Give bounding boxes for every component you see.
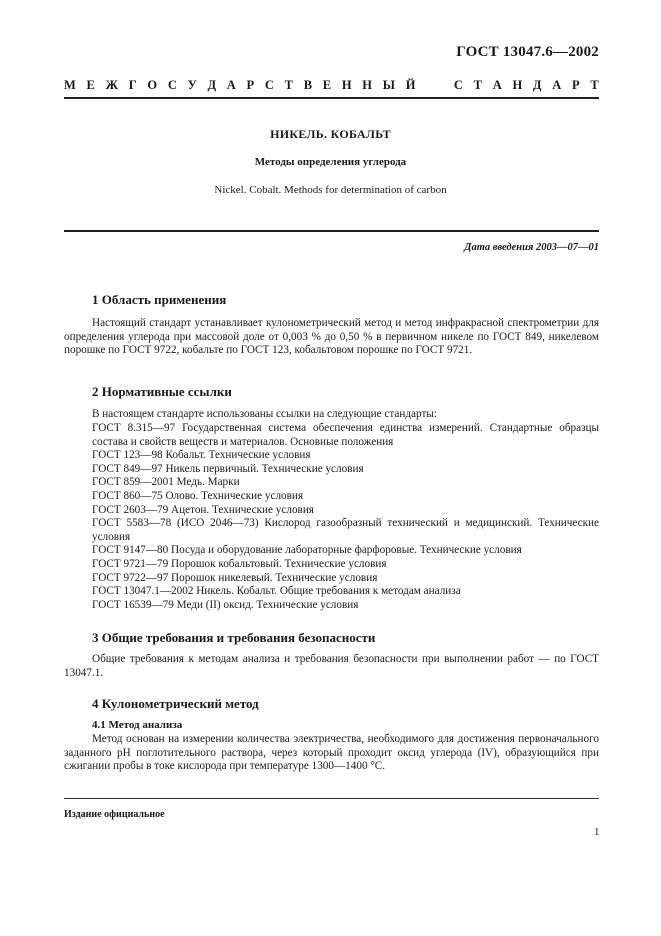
banner-letter: С (453, 78, 463, 92)
banner-letter: Ж (105, 78, 118, 92)
banner-letter: А (552, 78, 562, 92)
introduction-date: Дата введения 2003—07—01 (464, 242, 599, 253)
section-4-text: Метод основан на измерении количества электричества, необходимого для достижения первоначального заданного рН поглотительного раствора, через который проходит оксид углерода (IV), образующийся при сжигании пробы в токе кислорода при температуре 1300—1400 °С. (64, 733, 599, 773)
reference-item: ГОСТ 859—2001 Медь. Марки (92, 476, 240, 489)
standard-banner (64, 78, 599, 93)
reference-item: ГОСТ 9147—80 Посуда и оборудование лабораторные фарфоровые. Технические условия (92, 544, 522, 557)
reference-item: ГОСТ 849—97 Никель первичный. Технические условия (92, 462, 364, 475)
section-1-text: Настоящий стандарт устанавливает кулонометрический метод и метод инфракрасной спектрометрии для определения углерода при массовой доле от 0,003 % до 0,50 % в первичном никеле по ГОСТ 849, никелевом порошке по ГОСТ 9722, кобальте по ГОСТ 123, кобальтовом порошке по ГОСТ 9721. (64, 317, 599, 357)
reference-item: ГОСТ 13047.1—2002 Никель. Кобальт. Общие требования к методам анализа (92, 585, 461, 598)
section-3-text: Общие требования к методам анализа и требования безопасности при выполнении работ — по ГОСТ 13047.1. (64, 653, 599, 679)
section-4-body (64, 733, 599, 774)
banner-letter: Н (341, 78, 352, 92)
subsection-4-1-heading: 4.1 Метод анализа (92, 719, 183, 731)
banner-letter: А (226, 78, 236, 92)
edition-note: Издание официальное (64, 809, 165, 820)
english-title: Nickel. Cobalt. Methods for determination of carbon (214, 184, 447, 196)
reference-item: ГОСТ 9721—79 Порошок кобальтовый. Технические условия (92, 557, 387, 570)
banner-letter: Е (322, 78, 332, 92)
document-title: НИКЕЛЬ. КОБАЛЬТ (270, 127, 391, 141)
banner-letter: Т (284, 78, 293, 92)
reference-item: ГОСТ 860—75 Олово. Технические условия (92, 489, 304, 502)
banner-letter: В (303, 78, 313, 92)
section-3-heading: 3 Общие требования и требования безопасности (92, 630, 376, 645)
section-4-heading: 4 Кулонометрический метод (92, 696, 259, 711)
banner-letter: Д (532, 78, 542, 92)
banner-letter: Й (405, 78, 416, 92)
bottom-rule (64, 798, 599, 799)
banner-letter: Г (128, 78, 137, 92)
banner-letter: Т (473, 78, 482, 92)
middle-rule (64, 230, 599, 232)
banner-letter: А (492, 78, 502, 92)
page-number: 1 (594, 826, 600, 838)
banner-letter: Р (246, 78, 255, 92)
banner-letter: О (147, 78, 158, 92)
banner-letter: Р (571, 78, 580, 92)
banner-letter: Т (590, 78, 599, 92)
banner-letter (426, 78, 429, 93)
banner-letter: С (264, 78, 274, 92)
section-2-heading: 2 Нормативные ссылки (92, 384, 232, 399)
document-code: ГОСТ 13047.6—2002 (456, 44, 599, 60)
section-1-body (64, 317, 599, 358)
banner-letter: Н (362, 78, 373, 92)
reference-list (64, 422, 599, 612)
document-subtitle: Методы определения углерода (254, 156, 407, 168)
banner-letter: У (187, 78, 197, 92)
banner-letter (440, 78, 443, 93)
top-rule (64, 97, 599, 99)
banner-letter: Ы (382, 78, 396, 92)
reference-item: ГОСТ 5583—78 (ИСО 2046—73) Кислород газообразный технический и медицинский. Технические условия (92, 517, 599, 543)
reference-item: ГОСТ 123—98 Кобальт. Технические условия (92, 449, 311, 462)
banner-letter: Е (86, 78, 95, 92)
section-2-intro: В настоящем стандарте использованы ссылки на следующие стандарты: (92, 408, 437, 420)
banner-letter: Н (512, 78, 523, 92)
section-1-heading: 1 Область применения (92, 292, 227, 307)
banner-letter: М (64, 78, 76, 92)
banner-letter: Д (207, 78, 217, 92)
section-2-intro-block (64, 408, 599, 422)
section-3-body (64, 653, 599, 680)
reference-item: ГОСТ 9722—97 Порошок никелевый. Технические условия (92, 571, 378, 584)
reference-item: ГОСТ 2603—79 Ацетон. Технические условия (92, 503, 314, 516)
reference-item: ГОСТ 8.315—97 Государственная система обеспечения единства измерений. Стандартные образцы состава и свойств веществ и материалов. Основные положения (92, 422, 599, 448)
banner-letter: С (167, 78, 177, 92)
reference-item: ГОСТ 16539—79 Меди (II) оксид. Технические условия (92, 598, 359, 611)
